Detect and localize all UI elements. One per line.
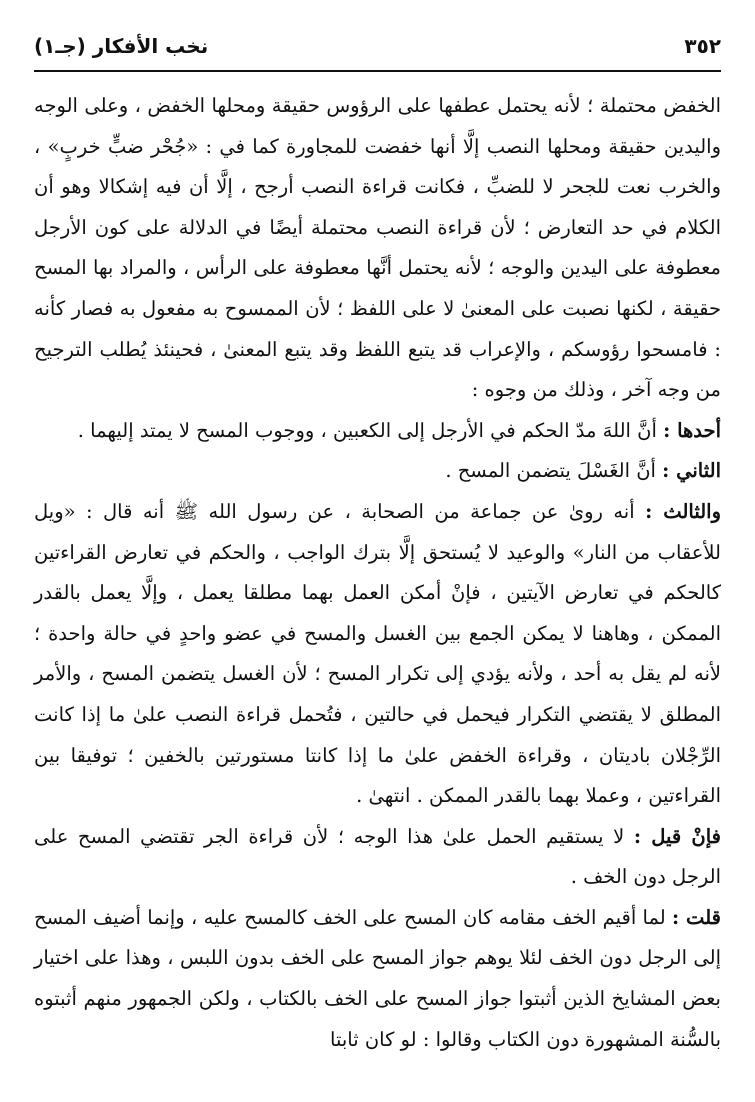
point-text-third: أنه روىٰ عن جماعة من الصحابة ، عن رسول الله ﷺ أنه قال : «ويل للأعقاب من النار» والوعيد لا يُستحق إلَّا بترك الواجب ، والحكم في تعارض القراءتين كالحكم في تعارض الآيتين ، فإنْ أمكن العمل بهما مطلقا يعمل ، وإلَّا يعمل بالقدر الممكن ، وهاهنا لا يمكن الجمع بين الغسل والمسح في عضو واحدٍ في حالة واحدة ؛ لأنه لم يقل به أحد ، ولأنه يؤدي إلى تكرار المسح ؛ لأن الغسل يتضمن المسح ، والأمر المطلق لا يقتضي التكرار فيحمل في حالتين ، فتُحمل قراءة النصب علىٰ ما إذا كانت الرِّجْلان باديتان ، وقراءة الخفض علىٰ ما إذا كانتا مستورتين بالخفين ؛ توفيقا بين القراءتين ، وعملا بهما بالقدر الممكن . انتهىٰ . xyxy=(34,499,721,808)
running-header xyxy=(34,28,721,64)
body-text xyxy=(34,86,721,1060)
objection-label: فإنْ قيل : xyxy=(633,824,721,848)
point-text-second: أنَّ الغَسْلَ يتضمن المسح . xyxy=(445,459,663,483)
point-label-second: الثاني : xyxy=(662,459,721,483)
page-number: ٣٥٢ xyxy=(684,34,721,58)
objection-text: لا يستقيم الحمل علىٰ هذا الوجه ؛ لأن قراءة الجر تقتضي المسح على الرجل دون الخف . xyxy=(34,824,721,889)
paragraph-1: الخفض محتملة ؛ لأنه يحتمل عطفها على الرؤوس حقيقة ومحلها الخفض ، وعلى الوجه واليدين حقيقة ومحلها النصب إلَّا أنها خفضت للمجاورة كما في : «جُحْر ضبٍّ خربٍ» ، والخرب نعت للجحر لا للضبِّ ، فكانت قراءة النصب أرجح ، إلَّا أن فيه إشكالا وهو أن الكلام في حد التعارض ؛ لأن قراءة النصب محتملة أيضًا في الدلالة على كون الأرجل معطوفة على اليدين والوجه ؛ لأنه يحتمل أنَّها معطوفة على الرأس ، والمراد بها المسح حقيقة ، لكنها نصبت على المعنىٰ لا على اللفظ ؛ لأن الممسوح به مفعول به فصار كأنه : فامسحوا رؤوسكم ، والإعراب قد يتبع اللفظ وقد يتبع المعنىٰ ، فحينئذ يُطلب الترجيح من وجه آخر ، وذلك من وجوه : xyxy=(34,94,721,402)
point-label-third: والثالث : xyxy=(645,499,721,523)
paragraph-4 xyxy=(34,492,721,817)
reply-label: قلت : xyxy=(671,905,721,929)
book-title: نخب الأفكار (جـ١) xyxy=(34,34,209,58)
paragraph-3 xyxy=(34,451,721,492)
reply-text: لما أقيم الخف مقامه كان المسح على الخف كالمسح عليه ، وإنما أضيف المسح إلى الرجل دون الخف لئلا يوهم جواز المسح على الخف بدون اللبس ، وهذا على اختيار بعض المشايخ الذين أثبتوا جواز المسح على الخف بالكتاب ، ولكن الجمهور منهم أثبتوه بالسُّنة المشهورة دون الكتاب وقالوا : لو كان ثابتا xyxy=(34,905,721,1051)
paragraph-2 xyxy=(34,411,721,452)
header-divider xyxy=(34,70,721,72)
paragraph-6 xyxy=(34,898,721,1060)
paragraph-5 xyxy=(34,817,721,898)
point-text-first: أنَّ اللهَ مدّ الحكم في الأرجل إلى الكعبين ، ووجوب المسح لا يمتد إليهما . xyxy=(77,418,664,442)
point-label-first: أحدها : xyxy=(663,418,721,442)
